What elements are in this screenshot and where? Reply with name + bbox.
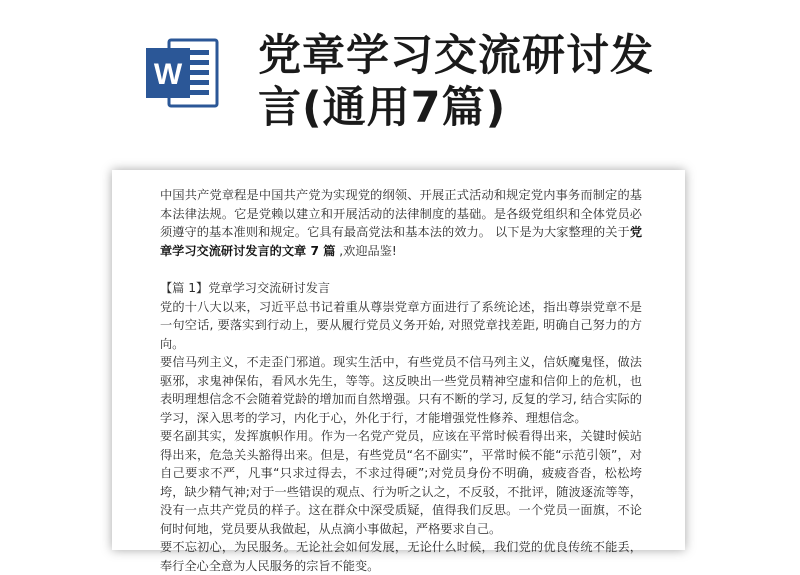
title-line-2: 言(通用7篇): [258, 83, 507, 133]
intro-text-end: ,欢迎品鉴!: [335, 243, 397, 258]
intro-bold-text: 党章学习交流研讨发言的文章 7 篇: [160, 225, 642, 258]
intro-paragraph: [160, 186, 642, 260]
body-paragraph: 要不忘初心，为民服务。无论社会如何发展，无论什么时候，我们党的优良传统不能丢，奉行全心全意为人民服务的宗旨不能变。: [160, 540, 642, 573]
document-sheet: [112, 170, 685, 573]
word-document-icon-graphic: [143, 34, 223, 114]
body-paragraph: 要名副其实，发挥旗帜作用。作为一名党产党员，应该在平常时候看得出来，关键时候站得出来，危急关头豁得出来。但是，有些党员“名不副实”，平常时候不能“示范引领”，对自己要求不严，凡事“只求过得去，不求过得硬”;对党员身份不明确，疲疲沓沓，松松垮垮，缺少精气神;对于一些错误的观点、行为听之认之，不反驳，不批评，随波逐流等等，没有一点共产党员的样子。这在群众中深受质疑，值得我们反思。一个党员一面旗，不论何时何地，党员要从我做起，从点滴小事做起，严格要求自己。: [160, 429, 642, 536]
page-title: [258, 30, 728, 134]
title-line-1: 党章学习交流研讨发: [258, 31, 654, 81]
paragraph-spacer: [160, 260, 642, 279]
intro-text: 中国共产党章程是中国共产党为实现党的纲领、开展正式活动和规定党内事务而制定的基本法律法规。它是党赖以建立和开展活动的法律制度的基础。是各级党组织和全体党员必须遵守的基本准则和规定。它具有最高党法和基本法的效力。 以下是为大家整理的关于: [160, 188, 642, 239]
section-heading: 【篇 1】党章学习交流研讨发言: [160, 281, 331, 295]
svg-text:W: W: [153, 58, 183, 91]
word-document-icon: [143, 34, 223, 114]
body-paragraph: 党的十八大以来，习近平总书记着重从尊崇党章方面进行了系统论述，指出尊崇党章不是一句空话, 要落实到行动上，要从履行党员义务开始, 对照党章找差距, 明确自己努力的方向。: [160, 299, 642, 351]
document-body: [160, 186, 642, 575]
body-paragraph: 要信马列主义，不走歪门邪道。现实生活中，有些党员不信马列主义，信妖魔鬼怪，做法驱邪，求鬼神保佑，看风水先生，等等。这反映出一些党员精神空虚和信仰上的危机，也表明理想信念不会随着党龄的增加而自然增强。只有不断的学习, 反复的学习, 结合实际的学习，深入思考的学习，内化于心，外化于行，才能增强党性修养、理想信念。: [160, 355, 642, 425]
